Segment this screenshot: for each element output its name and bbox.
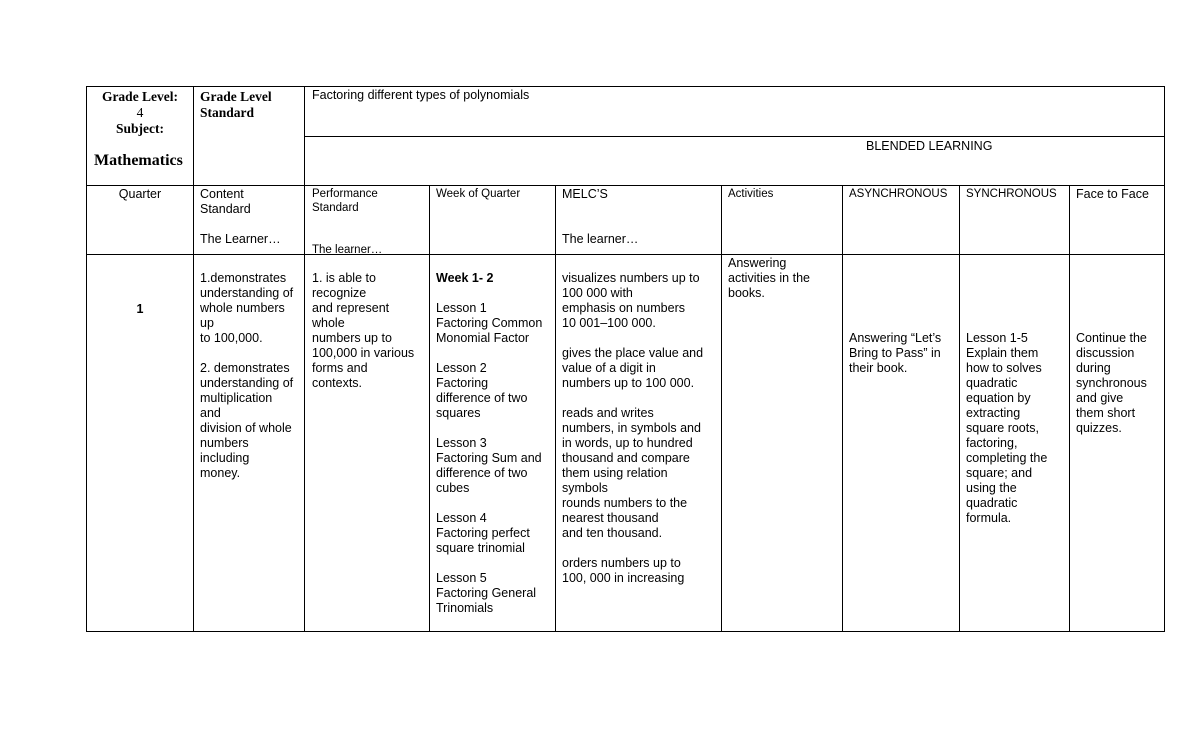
row-quarter (86, 254, 194, 632)
col-performance-standard (304, 185, 430, 255)
lesson-plan-table (86, 86, 1165, 632)
row-activities-text: Answering activities in the books. (728, 256, 810, 300)
col-face-to-face-label: Face to Face (1076, 187, 1149, 201)
subject-value: Mathematics (94, 152, 183, 169)
row-week (429, 254, 556, 632)
grade-subject-cell (86, 86, 194, 186)
col-asynchronous (842, 185, 960, 255)
col-content-standard (193, 185, 305, 255)
blended-learning-label: BLENDED LEARNING (866, 139, 993, 153)
row-synchronous (959, 254, 1070, 632)
row-synchronous-text: Lesson 1-5 Explain them how to solves quadratic equation by extracting square roots, factoring, completing the square; and using the quadratic formula. (966, 331, 1048, 525)
col-synchronous (959, 185, 1070, 255)
row-content-standard (193, 254, 305, 632)
col-week-label: Week of Quarter (436, 188, 521, 200)
row-lessons-text: Lesson 1 Factoring Common Monomial Factor Lesson 2 Factoring difference of two squares Lesson 3 Factoring Sum and difference of two cubes Lesson 4 Factoring perfect square trinomial Lesson 5 Factoring General Trinomials (436, 301, 543, 615)
row-asynchronous-text: Answering “Let’s Bring to Pass” in their book. (849, 331, 942, 375)
col-quarter-label: Quarter (118, 187, 162, 201)
row-content-standard-text: 1.demonstrates understanding of whole numbers up to 100,000. 2. demonstrates understanding of multiplication and division of whole numbers including money. (200, 271, 294, 480)
row-melcs-text: visualizes numbers up to 100 000 with emphasis on numbers 10 001–100 000. gives the place value and value of a digit in numbers up to 100 000. reads and writes numbers, in symbols and in words, up to hundred thousand and compare them using relation symbols rounds numbers to the nearest thousand and ten thousand. orders numbers up to 100, 000 in increasing (562, 271, 704, 585)
col-melcs-label: MELC’S The learner… (562, 187, 639, 246)
row-activities (721, 254, 843, 632)
grade-level-label: Grade Level: (101, 89, 179, 104)
row-asynchronous (842, 254, 960, 632)
col-face-to-face (1069, 185, 1165, 255)
row-quarter-value: 1 (136, 302, 144, 316)
row-week-title: Week 1- 2 (436, 271, 494, 285)
col-asynchronous-label: ASYNCHRONOUS (849, 188, 948, 200)
row-melcs (555, 254, 722, 632)
col-performance-standard-label: Performance Standard The learner… (312, 188, 383, 256)
grade-level-standard-cell (193, 86, 305, 186)
blended-learning-cell (304, 136, 1165, 186)
row-performance-standard (304, 254, 430, 632)
grade-level-standard-label: Grade Level Standard (200, 89, 272, 120)
row-face-to-face-text: Continue the discussion during synchronous and give them short quizzes. (1076, 331, 1147, 435)
subject-label: Subject: (116, 121, 164, 136)
col-content-standard-label: Content Standard The Learner… (200, 187, 281, 246)
col-activities-label: Activities (728, 188, 774, 200)
grade-level-value: 4 (136, 105, 144, 120)
col-synchronous-label: SYNCHRONOUS (966, 188, 1057, 200)
row-face-to-face (1069, 254, 1165, 632)
col-quarter (86, 185, 194, 255)
col-melcs (555, 185, 722, 255)
topic-text: Factoring different types of polynomials (312, 88, 530, 102)
col-week (429, 185, 556, 255)
topic-cell (304, 86, 1165, 137)
col-activities (721, 185, 843, 255)
row-performance-standard-text: 1. is able to recognize and represent whole numbers up to 100,000 in various forms and contexts. (312, 271, 415, 390)
